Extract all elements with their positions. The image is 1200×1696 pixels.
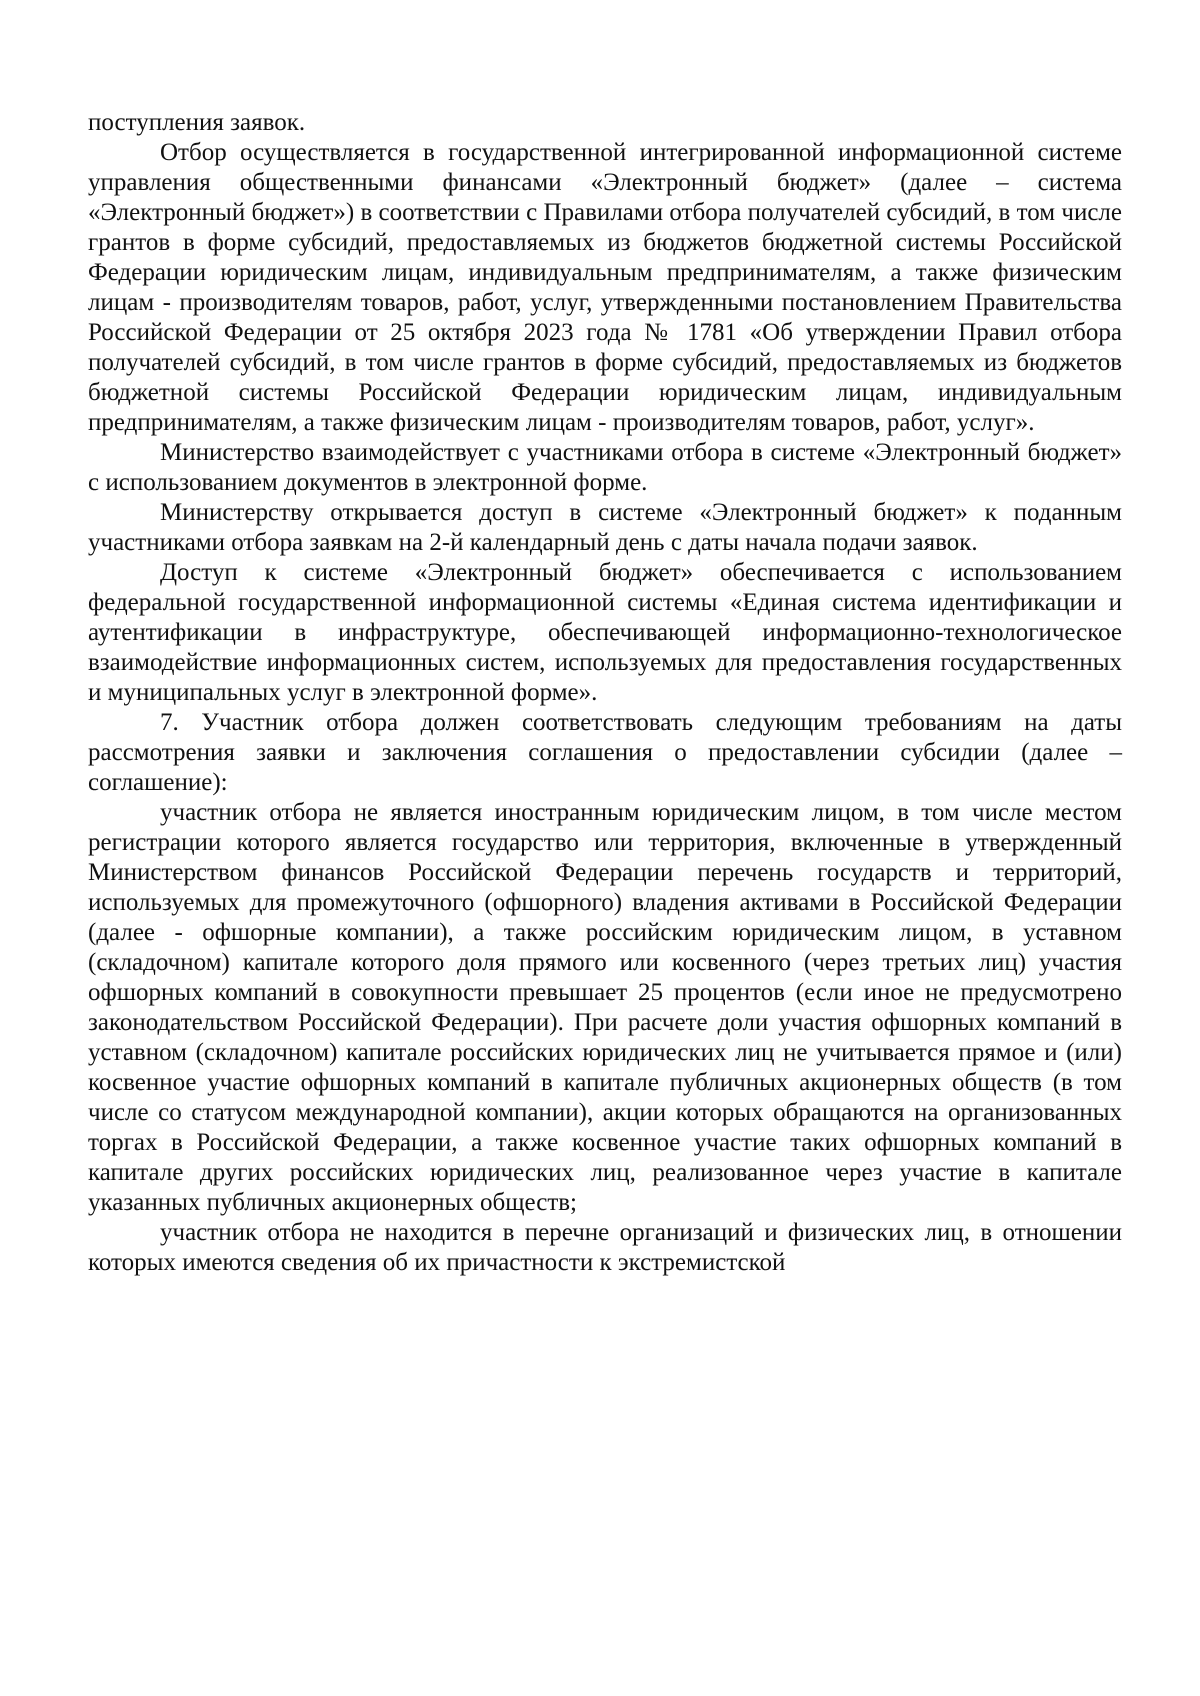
paragraph-requirement-offshore: участник отбора не является иностранным юридическим лицом, в том числе местом регистрации которого является государство или территория, включенные в утвержденный Министерством финансов Российской Федерации перечень государств и территорий, используемых для промежуточного (офшорного) владения активами в Российской Федерации (далее - офшорные компании), а также российским юридическим лицом, в уставном (складочном) капитале которого доля прямого или косвенного (через третьих лиц) участия офшорных компаний в совокупности превышает 25 процентов (если иное не предусмотрено законодательством Российской Федерации). При расчете доли участия офшорных компаний в уставном (складочном) капитале российских юридических лиц не учитывается прямое и (или) косвенное участие офшорных компаний в капитале публичных акционерных обществ (в том числе со статусом международной компании), акции которых обращаются на организованных торгах в Российской Федерации, а также косвенное участие таких офшорных компаний в капитале других российских юридических лиц, реализованное через участие в капитале указанных публичных акционерных обществ; (88, 799, 1122, 1216)
paragraph-ministry-access: Министерству открывается доступ в системе «Электронный бюджет» к поданным участниками отбора заявкам на 2-й календарный день с даты начала подачи заявок. (88, 499, 1122, 556)
paragraph-ministry-interaction: Министерство взаимодействует с участниками отбора в системе «Электронный бюджет» с использованием документов в электронной форме. (88, 439, 1122, 496)
paragraph-continuation: поступления заявок. (88, 109, 306, 136)
paragraph-system-access: Доступ к системе «Электронный бюджет» обеспечивается с использованием федеральной государственной информационной системы «Единая система идентификации и аутентификации в инфраструктуре, обеспечивающей информационно-технологическое взаимодействие информационных систем, используемых для предоставления государственных и муниципальных услуг в электронной форме». (88, 559, 1122, 706)
document-page (88, 108, 1122, 1278)
paragraph-selection-system: Отбор осуществляется в государственной интегрированной информационной системе управления общественными финансами «Электронный бюджет» (далее – система «Электронный бюджет») в соответствии с Правилами отбора получателей субсидий, в том числе грантов в форме субсидий, предоставляемых из бюджетов бюджетной системы Российской Федерации юридическим лицам, индивидуальным предпринимателям, а также физическим лицам - производителям товаров, работ, услуг, утвержденными постановлением Правительства Российской Федерации от 25 октября 2023 года № 1781 «Об утверждении Правил отбора получателей субсидий, в том числе грантов в форме субсидий, предоставляемых из бюджетов бюджетной системы Российской Федерации юридическим лицам, индивидуальным предпринимателям, а также физическим лицам - производителям товаров, работ, услуг». (88, 139, 1122, 436)
paragraph-item-7: 7. Участник отбора должен соответствовать следующим требованиям на даты рассмотрения заявки и заключения соглашения о предоставлении субсидии (далее – соглашение): (88, 709, 1122, 796)
paragraph-requirement-extremist: участник отбора не находится в перечне организаций и физических лиц, в отношении которых имеются сведения об их причастности к экстремистской (88, 1219, 1122, 1276)
